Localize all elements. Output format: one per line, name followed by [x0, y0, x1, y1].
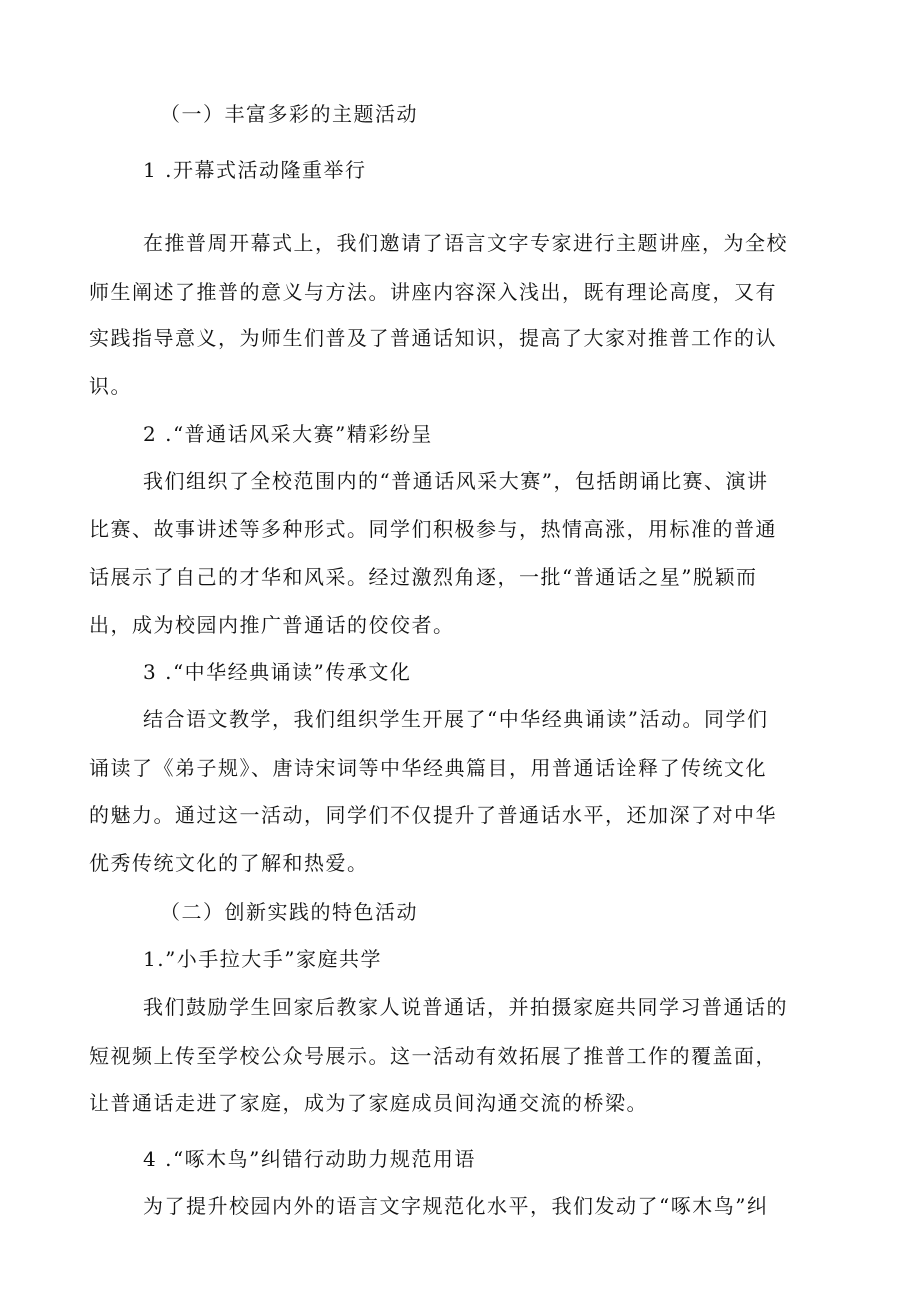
- paragraph-line: 短视频上传至学校公众号展示。这一活动有效拓展了推普工作的覆盖面，: [89, 1044, 777, 1068]
- paragraph-line: 师生阐述了推普的意义与方法。讲座内容深入浅出，既有理论高度，又有: [89, 280, 777, 304]
- paragraph-line: 诵读了《弟子规》、唐诗宋词等中华经典篇目，用普通话诠释了传统文化: [89, 756, 767, 780]
- section-heading-1: （一）丰富多彩的主题活动: [160, 102, 418, 126]
- paragraph-line: 出，成为校园内推广普通话的佼佼者。: [89, 613, 455, 637]
- paragraph-line: 识。: [89, 374, 132, 398]
- paragraph-line: 话展示了自己的才华和风采。经过激烈角逐，一批“普通话之星”脱颖而: [89, 565, 758, 589]
- paragraph-line: 我们组织了全校范围内的“普通话风采大赛”，包括朗诵比赛、演讲: [143, 469, 769, 493]
- item-title-1-1: 1 .开幕式活动隆重举行: [143, 158, 367, 182]
- paragraph-line: 比赛、故事讲述等多种形式。同学们积极参与，热情高涨，用标准的普通: [89, 517, 777, 541]
- item-title-2-1: 1.”小手拉大手”家庭共学: [143, 947, 383, 971]
- paragraph-line: 让普通话走进了家庭，成为了家庭成员间沟通交流的桥梁。: [89, 1091, 648, 1115]
- paragraph-line: 结合语文教学，我们组织学生开展了“中华经典诵读”活动。同学们: [143, 707, 769, 731]
- item-title-1-2: 2 .“普通话风采大赛”精彩纷呈: [143, 422, 433, 446]
- paragraph-line: 我们鼓励学生回家后教家人说普通话，并拍摄家庭共同学习普通话的: [143, 995, 788, 1019]
- paragraph-line: 优秀传统文化的了解和热爱。: [89, 851, 369, 875]
- paragraph-line: 为了提升校园内外的语言文字规范化水平，我们发动了“啄木鸟”纠: [143, 1194, 769, 1218]
- item-title-1-3: 3 .“中华经典诵读”传承文化: [143, 660, 412, 684]
- section-heading-2: （二）创新实践的特色活动: [160, 900, 418, 924]
- paragraph-line: 实践指导意义，为师生们普及了普通话知识，提高了大家对推普工作的认: [89, 326, 777, 350]
- paragraph-line: 在推普周开幕式上，我们邀请了语言文字专家进行主题讲座，为全校: [143, 231, 788, 255]
- item-title-2-4: 4 .“啄木鸟”纠错行动助力规范用语: [143, 1147, 476, 1171]
- paragraph-line: 的魅力。通过这一活动，同学们不仅提升了普通话水平，还加深了对中华: [89, 803, 777, 827]
